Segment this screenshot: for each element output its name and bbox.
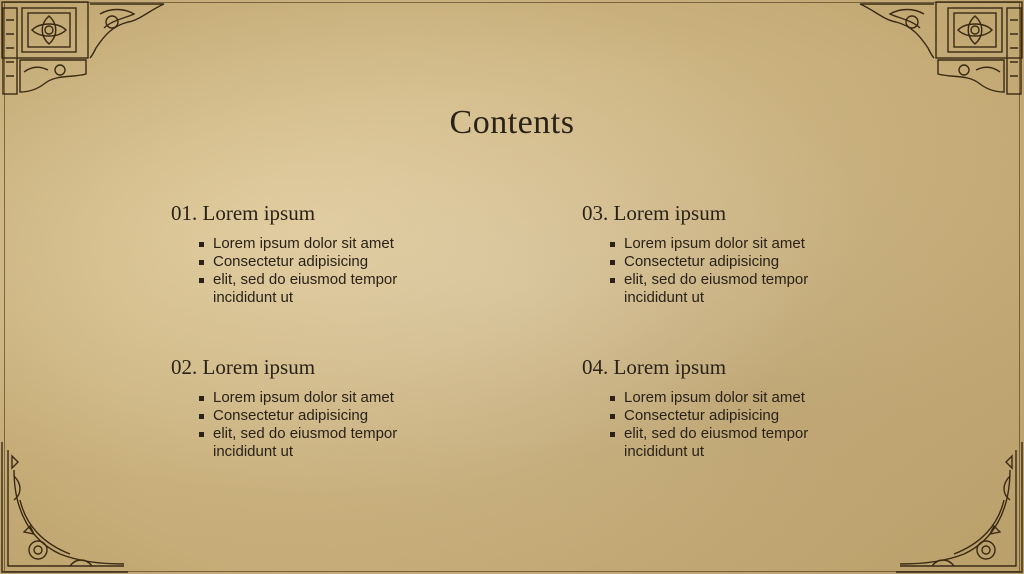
bullet-icon: [610, 432, 615, 437]
list-item-text: elit, sed do eiusmod tempor incididunt ut: [624, 271, 809, 306]
list-item: [624, 425, 844, 461]
list-item-text: elit, sed do eiusmod tempor incididunt ut: [213, 425, 398, 460]
bullet-icon: [610, 260, 615, 265]
contents-section-02: [171, 355, 471, 461]
section-heading: 02. Lorem ipsum: [171, 355, 316, 379]
list-item: [624, 235, 882, 253]
contents-section-01: [171, 201, 471, 307]
contents-section-04: [582, 355, 882, 461]
section-heading: 03. Lorem ipsum: [582, 201, 727, 225]
section-list: [582, 389, 882, 461]
section-heading: 04. Lorem ipsum: [582, 355, 727, 379]
list-item: [624, 407, 882, 425]
list-item-text: elit, sed do eiusmod tempor incididunt ut: [624, 425, 809, 460]
contents-section-03: [582, 201, 882, 307]
list-item: [213, 271, 433, 307]
ornament-top-left-icon: [0, 0, 170, 96]
section-list: [171, 235, 471, 307]
list-item-text: Consectetur adipisicing: [213, 253, 369, 270]
ornament-top-right-icon: [854, 0, 1024, 96]
bullet-icon: [199, 278, 204, 283]
list-item: [213, 425, 433, 461]
list-item: [213, 235, 471, 253]
list-item: [624, 271, 844, 307]
bullet-icon: [199, 414, 204, 419]
list-item-text: Lorem ipsum dolor sit amet: [213, 235, 394, 252]
list-item: [213, 407, 471, 425]
list-item: [213, 253, 471, 271]
bullet-icon: [199, 260, 204, 265]
list-item: [624, 253, 882, 271]
bullet-icon: [199, 396, 204, 401]
section-heading: 01. Lorem ipsum: [171, 201, 316, 225]
bullet-icon: [610, 396, 615, 401]
list-item-text: Lorem ipsum dolor sit amet: [624, 235, 805, 252]
list-item-text: Consectetur adipisicing: [624, 253, 780, 270]
bullet-icon: [199, 432, 204, 437]
list-item-text: elit, sed do eiusmod tempor incididunt ut: [213, 271, 398, 306]
bullet-icon: [610, 414, 615, 419]
list-item-text: Lorem ipsum dolor sit amet: [213, 389, 394, 406]
list-item-text: Lorem ipsum dolor sit amet: [624, 389, 805, 406]
section-list: [582, 235, 882, 307]
bullet-icon: [610, 242, 615, 247]
ornament-bottom-right-icon: [894, 440, 1024, 574]
list-item-text: Consectetur adipisicing: [624, 407, 780, 424]
bullet-icon: [610, 278, 615, 283]
list-item-text: Consectetur adipisicing: [213, 407, 369, 424]
list-item: [213, 389, 471, 407]
page-title: Contents: [449, 104, 575, 141]
ornament-bottom-left-icon: [0, 440, 130, 574]
bullet-icon: [199, 242, 204, 247]
list-item: [624, 389, 882, 407]
section-list: [171, 389, 471, 461]
